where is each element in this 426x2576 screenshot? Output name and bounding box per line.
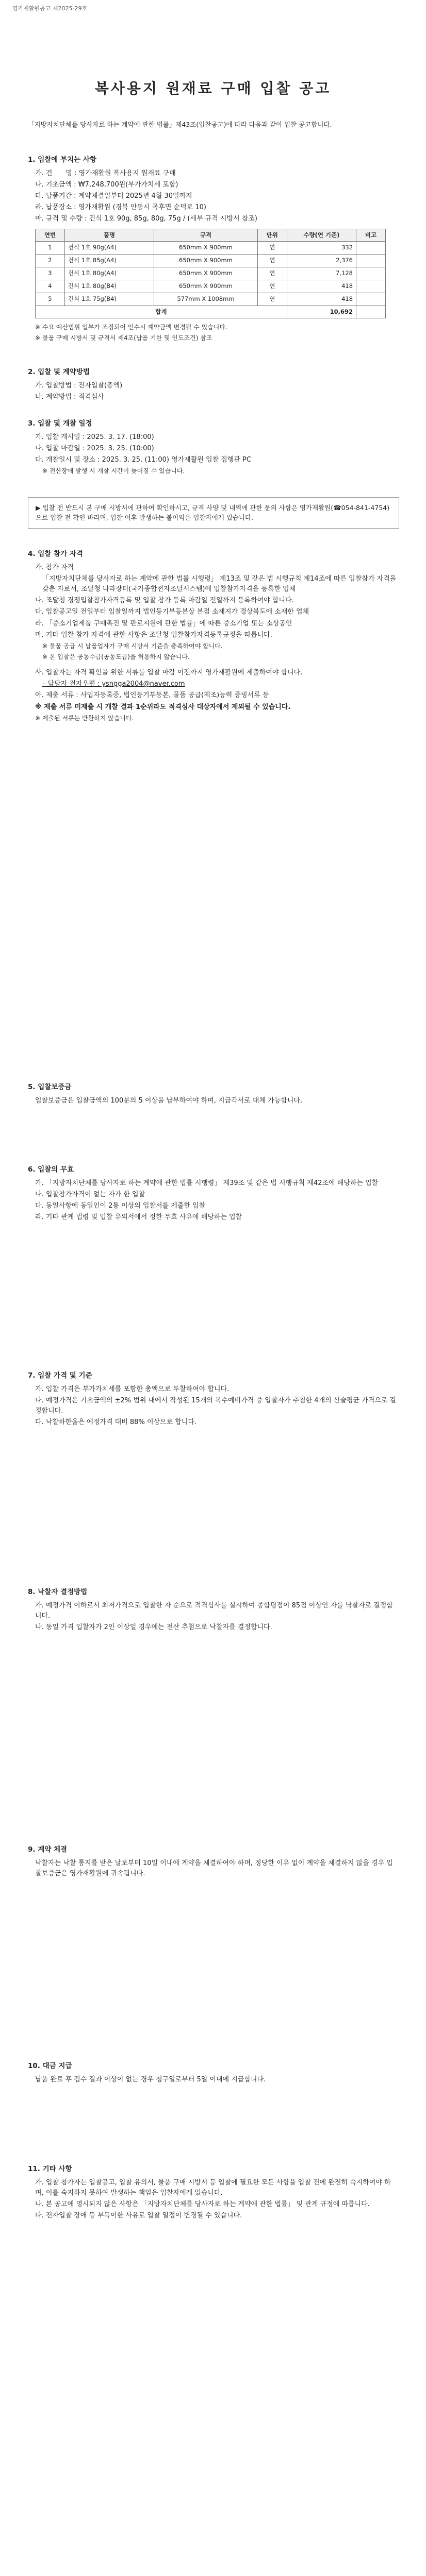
detail-line: 가. 참가 자격 (35, 563, 74, 571)
table-header-row (36, 229, 386, 242)
section-4 (28, 549, 399, 724)
table-cell: 2 (36, 255, 65, 267)
section-heading: 3. 입찰 및 개찰 일정 (28, 419, 92, 428)
detail-line: 나. 입찰참가자격이 없는 자가 한 입찰 (35, 1191, 145, 1199)
table-cell: 332 (287, 242, 356, 255)
email-line[interactable]: – 담당자 전자우편 : ysngga2004@naver.com (42, 680, 185, 688)
section-7 (28, 1370, 399, 1429)
detail-line: 나. 입찰 마감일 : 2025. 3. 25. (10:00) (35, 445, 154, 453)
table-cell (356, 242, 386, 255)
table-header: 수량(연 기준) (287, 229, 356, 242)
table-cell: 4 (36, 280, 65, 293)
detail-line: 가. 예정가격 이하로서 최저가격으로 입찰한 자 순으로 적격심사를 실시하여 종합평점이 85점 이상인 자를 낙찰자로 결정합니다. (35, 1601, 393, 1620)
section-3 (28, 418, 399, 477)
table-cell: 건식 1호 75g(B4) (64, 293, 154, 306)
detail-line: 다. 전자입찰 장애 등 부득이한 사유로 입찰 일정이 변경될 수 있습니다. (35, 2212, 242, 2220)
detail-line: 나. 계약방법 : 적격심사 (35, 393, 104, 401)
section-heading: 7. 입찰 가격 및 기준 (28, 1371, 92, 1380)
table-cell: 건식 1호 80g(A4) (64, 267, 154, 280)
detail-line: 낙찰자는 낙찰 통지를 받은 날로부터 10일 이내에 계약을 체결하여야 하며, 정당한 이유 없이 계약을 체결하지 않을 경우 입찰보증금은 영가재활원에 귀속됩니다. (35, 1859, 393, 1878)
section-5 (28, 1082, 399, 1107)
detail-line: 다. 납품기간 : 계약체결일부터 2025년 4월 30일까지 (35, 192, 192, 200)
table-cell: 3 (36, 267, 65, 280)
item-table (35, 229, 386, 319)
section-10 (28, 2061, 399, 2086)
table-cell: 418 (287, 280, 356, 293)
detail-line: 라. 납품장소 : 영가재활원 (경북 안동시 목후면 순덕로 10) (35, 204, 206, 212)
note-line: ※ 본 입찰은 공동수급(공동도급)을 허용하지 않습니다. (42, 653, 190, 660)
table-cell: 연 (257, 255, 287, 267)
section-2 (28, 367, 399, 403)
table-row (36, 293, 386, 306)
table-row (36, 280, 386, 293)
table-row (36, 255, 386, 267)
table-row (36, 267, 386, 280)
table-cell: 650mm X 900mm (154, 242, 258, 255)
table-cell: 건식 1호 85g(A4) (64, 255, 154, 267)
detail-line: 나. 본 공고에 명시되지 않은 사항은 「지방자치단체를 당사자로 하는 계약에 관한 법률」 및 관계 규정에 따릅니다. (35, 2200, 370, 2209)
table-cell: 650mm X 900mm (154, 280, 258, 293)
detail-line: 입찰보증금은 입찰금액의 100분의 5 이상을 납부하여야 하며, 지급각서로 대체 가능합니다. (35, 1096, 303, 1105)
detail-line: 라. 기타 관계 법령 및 입찰 유의서에서 정한 무효 사유에 해당하는 입찰 (35, 1213, 242, 1222)
table-header: 품명 (64, 229, 154, 242)
section-heading: 9. 계약 체결 (28, 1845, 68, 1854)
section-heading: 5. 입찰보증금 (28, 1083, 72, 1091)
table-cell: 건식 1호 80g(B4) (64, 280, 154, 293)
table-cell: 7,128 (287, 267, 356, 280)
table-header: 규격 (154, 229, 258, 242)
note-line: ※ 물품 공급 시 납품업자가 구매 시방서 기준을 충족하여야 합니다. (42, 642, 223, 650)
detail-line: 다. 낙찰하한율은 예정가격 대비 88% 이상으로 합니다. (35, 1418, 197, 1427)
table-cell (356, 267, 386, 280)
intro-paragraph: 「지방자치단체를 당사자로 하는 계약에 관한 법률」제43조(입찰공고)에 따라 다음과 같이 입찰 공고합니다. (28, 121, 332, 128)
detail-line: 가. 입찰 개시일 : 2025. 3. 17. (18:00) (35, 433, 154, 441)
note-line: ※ 수요 예산범위 일부가 조정되어 인수시 계약금액 변경될 수 있습니다. (35, 324, 227, 331)
section-heading: 2. 입찰 및 계약방법 (28, 368, 90, 376)
table-sum-row (36, 306, 386, 318)
table-row (36, 242, 386, 255)
detail-line: 가. 「지방자치단체를 당사자로 하는 계약에 관한 법률 시행령」 제39조 및 같은 법 시행규칙 제42조에 해당하는 입찰 (35, 1179, 379, 1187)
table-cell: 2,376 (287, 255, 356, 267)
section-heading: 4. 입찰 참가 자격 (28, 550, 83, 558)
detail-line: 가. 입찰방법 : 전자입찰(총액) (35, 381, 123, 389)
detail-line: 사. 입찰자는 자격 확인을 위한 서류를 입찰 마감 이전까지 영가재활원에 제출하여야 합니다. (35, 669, 303, 677)
section-heading: 10. 대금 지급 (28, 2062, 72, 2070)
detail-line: 가. 입찰 참가자는 입찰공고, 입찰 유의서, 물품 구매 시방서 등 입찰에 필요한 모든 사항을 입찰 전에 완전히 숙지하여야 하며, 이를 숙지하지 못하여 발생하는 책임은 입찰자에게 있습니다. (35, 2178, 391, 2197)
section-6 (28, 1164, 399, 1224)
table-cell: 연 (257, 293, 287, 306)
detail-line: 마. 기타 입찰 참가 자격에 관한 사항은 조달청 입찰참가자격등록규정을 따릅니다. (35, 631, 272, 639)
detail-line: 가. 입찰 가격은 부가가치세를 포함한 총액으로 투찰하여야 합니다. (35, 1385, 230, 1393)
warning-line: ※ 제출 서류 미제출 시 개찰 결과 1순위라도 적격심사 대상자에서 제외될 수 있습니다. (35, 703, 291, 711)
document-number: 영가재활원공고 제2025-29호 (12, 5, 88, 12)
table-cell: 연 (257, 242, 287, 255)
detail-line: 다. 개찰일시 및 장소 : 2025. 3. 25. (11:00) 영가재활원 입찰 집행관 PC (35, 456, 251, 464)
table-cell: 5 (36, 293, 65, 306)
notice-text: ▶ 입찰 전 반드시 본 구매 시방서에 관하여 확인하시고, 규격 사양 및 내역에 관한 문의 사항은 영가재활원(☎054-841-4754)으로 입찰 전 확인 바라며, 입찰 이후 발생하는 불이익은 입찰자에게 있습니다. (28, 497, 399, 529)
note-line: ※ 물품 구매 시방서 및 규격서 제4조(납품 기한 및 인도조건) 참조 (35, 334, 212, 342)
detail-line: 「지방자치단체를 당사자로 하는 계약에 관한 법률 시행령」 제13조 및 같은 법 시행규칙 제14조에 따른 입찰참가 자격을 갖춘 자로서, 조달청 나라장터(국가종합전자조달시스템)에 입찰참가자격을 등록한 업체 (42, 575, 397, 594)
note-line: ※ 제출된 서류는 반환하지 않습니다. (35, 714, 134, 722)
detail-line: 다. 동일사항에 동일인이 2통 이상의 입찰서를 제출한 입찰 (35, 1202, 206, 1210)
table-cell: 577mm X 1008mm (154, 293, 258, 306)
table-cell (356, 306, 386, 318)
detail-line: 나. 기초금액 : ₩7,248,700원(부가가치세 포함) (35, 181, 178, 189)
table-cell: 650mm X 900mm (154, 255, 258, 267)
detail-line: 마. 규격 및 수량 : 건식 1호 90g, 85g, 80g, 75g / (세부 규격 시방서 참조) (35, 215, 257, 223)
table-cell: 1 (36, 242, 65, 255)
table-cell: 연 (257, 267, 287, 280)
section-1 (28, 155, 399, 344)
table-cell: 연 (257, 280, 287, 293)
section-heading: 8. 낙찰자 결정방법 (28, 1588, 88, 1596)
detail-line: 아. 제출 서류 : 사업자등록증, 법인등기부등본, 물품 공급(제조)능력 증빙서류 등 (35, 691, 269, 700)
table-cell: 418 (287, 293, 356, 306)
table-cell (356, 293, 386, 306)
section-heading: 1. 입찰에 부치는 사항 (28, 156, 96, 164)
section-9 (28, 1844, 399, 1880)
section-11 (28, 2164, 399, 2222)
detail-line: 가. 건 명 : 영가재활원 복사용지 원재료 구매 (35, 169, 176, 177)
detail-line: 나. 예정가격은 기초금액의 ±2% 범위 내에서 작성된 15개의 복수예비가격 중 입찰자가 추첨한 4개의 산술평균 가격으로 결정합니다. (35, 1397, 397, 1415)
table-header: 단위 (257, 229, 287, 242)
sum-label: 합계 (36, 306, 287, 318)
announcement-title: 복사용지 원재료 구매 입찰 공고 (94, 80, 332, 97)
table-cell (356, 280, 386, 293)
section-8 (28, 1587, 399, 1634)
table-header: 비고 (356, 229, 386, 242)
note-line: ※ 전산장애 발생 시 개찰 시간이 늦어질 수 있습니다. (42, 467, 185, 475)
detail-line: 납품 완료 후 검수 결과 이상이 없는 경우 청구일로부터 5일 이내에 지급합니다. (35, 2075, 266, 2083)
detail-line: 라. 「중소기업제품 구매촉진 및 판로지원에 관한 법률」에 따른 중소기업 또는 소상공인 (35, 619, 292, 628)
table-header: 연번 (36, 229, 65, 242)
detail-line: 나. 동일 가격 입찰자가 2인 이상일 경우에는 전산 추첨으로 낙찰자를 결정합니다. (35, 1623, 272, 1632)
section-heading: 11. 기타 사항 (28, 2165, 72, 2173)
table-cell: 650mm X 900mm (154, 267, 258, 280)
table-cell: 건식 1호 90g(A4) (64, 242, 154, 255)
sum-value: 10,692 (287, 306, 356, 318)
section-heading: 6. 입찰의 무효 (28, 1165, 74, 1174)
table-cell (356, 255, 386, 267)
detail-line: 다. 입찰공고일 전일부터 입찰일까지 법인등기부등본상 본점 소재지가 경상북도에 소재한 업체 (35, 608, 309, 616)
notice-box (28, 492, 399, 529)
detail-line: 나. 조달청 경쟁입찰참가자격등록 및 입찰 참가 등록 마감일 전일까지 등록하여야 합니다. (35, 597, 294, 605)
